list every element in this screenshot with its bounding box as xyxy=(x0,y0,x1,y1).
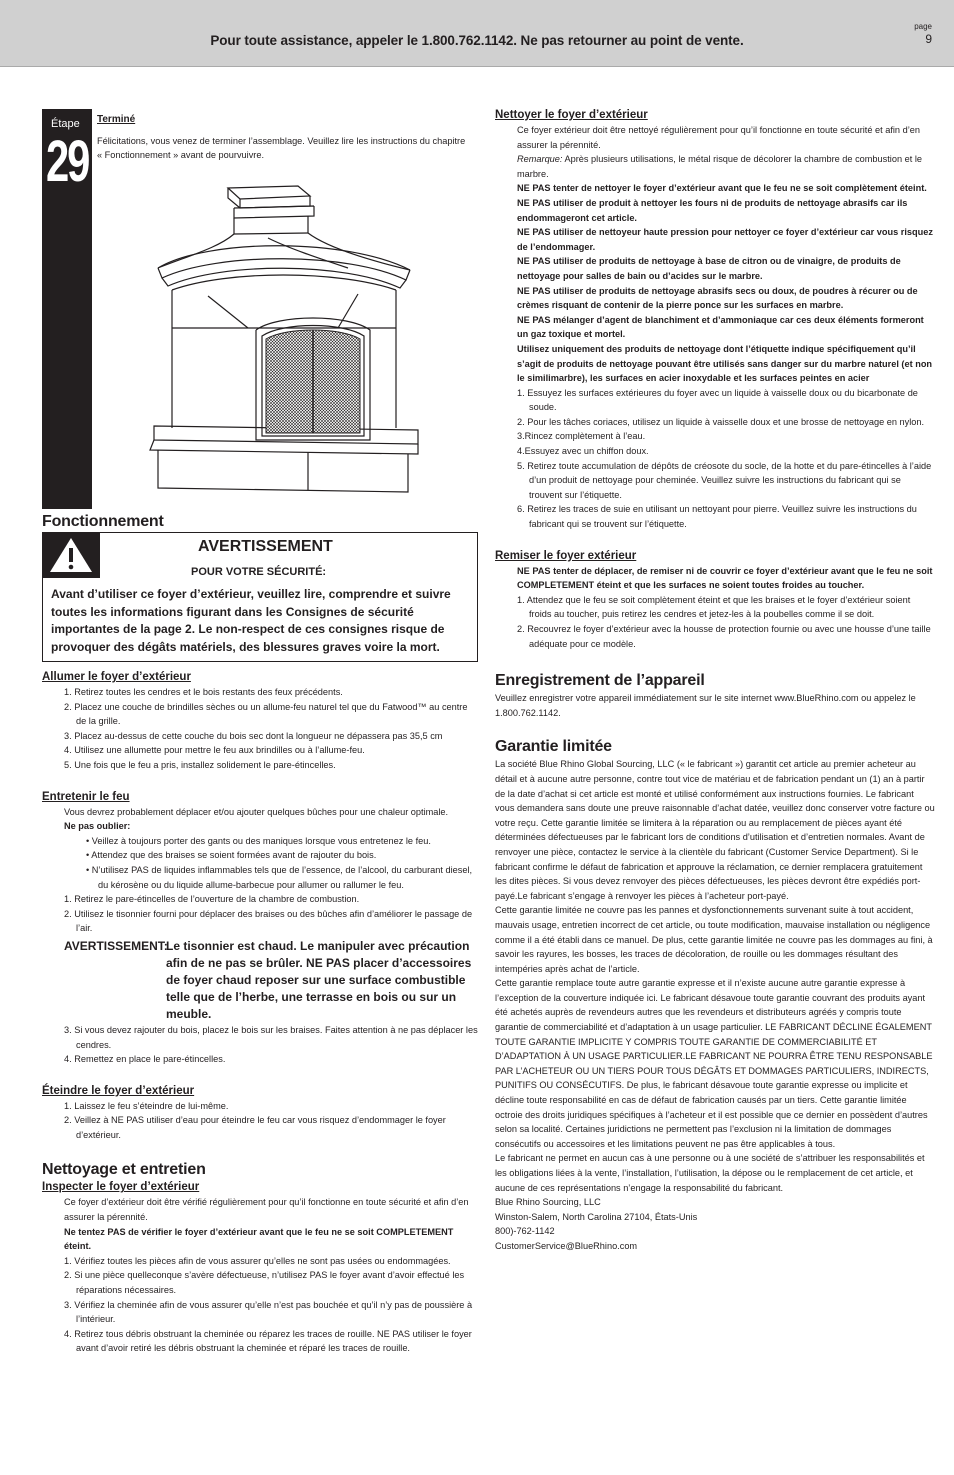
list-item: 1. Vérifiez toutes les pièces afin de vous assurer qu’elles ne sont pas usées ou endommagées. xyxy=(64,1255,451,1266)
nettoyer-bold: NE PAS utiliser de produit à nettoyer les fours ni de produits de nettoyage abrasifs car ils endommageront cet article. xyxy=(517,197,908,223)
tisonnier-warning xyxy=(64,938,478,1023)
enregistrement-title: Enregistrement de l’appareil xyxy=(495,672,705,690)
list-item: 1. Laissez le feu s’éteindre de lui-même. xyxy=(64,1100,229,1111)
remark-label: Remarque: xyxy=(517,154,563,165)
list-item: 4. Remettez en place le pare-étincelles. xyxy=(64,1054,226,1065)
enregistrement-text: Veuillez enregistrer votre appareil immédiatement sur le site internet www.BlueRhino.com ou appelez le 1.800.762.1142. xyxy=(495,693,916,718)
warning-box xyxy=(42,532,478,662)
entretenir-title: Entretenir le feu xyxy=(42,790,130,803)
list-item: 5. Une fois que le feu a pris, installez solidement le pare-étincelles. xyxy=(64,759,336,770)
fonctionnement-title: Fonctionnement xyxy=(42,513,164,530)
warning-icon xyxy=(42,532,100,578)
list-item: 6. Retirez les traces de suie en utilisant un nettoyant pour pierre. Veuillez suivre les instructions du fabricant qui se trouvent sur l’étiquette. xyxy=(517,504,917,530)
allumer-title: Allumer le foyer d’extérieur xyxy=(42,671,191,683)
page-number-value: 9 xyxy=(925,32,932,46)
header-title: Pour toute assistance, appeler le 1.800.762.1142. Ne pas retourner au point de vente. xyxy=(210,33,744,48)
list-item: 3. Vérifiez la cheminée afin de vous assurer qu’elle n’est pas bouchée et qu’il n’y pas de poussière à l’intérieur. xyxy=(64,1299,473,1325)
list-item: 3. Si vous devez rajouter du bois, placez le bois sur les braises. Faites attention à ne pas déplacer les cendres. xyxy=(64,1024,478,1050)
list-item: 4.Essuyez avec un chiffon doux. xyxy=(517,446,649,457)
list-item: • Veillez à toujours porter des gants ou des maniques lorsque vous entretenez le feu. xyxy=(86,835,431,846)
remiser-title: Remiser le foyer extérieur xyxy=(495,549,637,562)
list-item: 1. Retirez le pare-étincelles de l’ouverture de la chambre de combustion. xyxy=(64,894,360,905)
inspecter-intro: Ce foyer d’extérieur doit être vérifié régulièrement pour qu’il fonctionne en toute sécurité et afin d’en assurer la pérennité. xyxy=(64,1197,469,1223)
step-label: Étape xyxy=(51,118,80,130)
right-column xyxy=(495,108,935,1254)
tisonnier-warning-label: AVERTISSEMENT: xyxy=(64,938,168,953)
list-item: • Attendez que des braises se soient formées avant de rajouter du bois. xyxy=(86,850,377,861)
entretenir-intro: Vous devrez probablement déplacer et/ou ajouter quelques bûches pour une chaleur optimale. xyxy=(64,806,449,817)
fonctionnement-heading xyxy=(42,512,164,532)
inspecter-title: Inspecter le foyer d’extérieur xyxy=(42,1181,200,1194)
address-line: 800)-762-1142 xyxy=(495,1226,555,1237)
garantie-p2: Cette garantie limitée ne couvre pas les pannes et dysfonctionnements survenant suite à tout accident, mauvais usage, entretien incorrect de cet article, ou toute modification, mauvaise installation ou négligence comme il a été établi dans ce manuel. De plus, cette garantie limitée ne couvre pas les dommages au fini, à savoir les rayures, les bosses, les traces de décoloration, de rouille ou les dommages résultant des intempéries après achat de l’article. xyxy=(495,905,933,974)
step-text-block xyxy=(97,113,472,162)
allumer-list xyxy=(42,685,478,773)
address-line: Blue Rhino Sourcing, LLC xyxy=(495,1197,601,1208)
address-line: Winston-Salem, North Carolina 27104, États-Unis xyxy=(495,1211,698,1222)
step-number: 29 xyxy=(46,129,89,194)
nettoyer-bold: NE PAS tenter de nettoyer le foyer d’extérieur avant que le feu ne se soit complètement éteint. xyxy=(517,183,927,194)
address-line: CustomerService@BlueRhino.com xyxy=(495,1240,638,1251)
tisonnier-warning-text: Le tisonnier est chaud. Le manipuler avec précaution afin de ne pas se brûler. NE PAS placer d’accessoires de foyer chaud reposer sur une surface combustible telle que de l’herbe, une terrasse en bois ou sur un meuble. xyxy=(166,938,472,1021)
left-column xyxy=(42,670,478,1356)
list-item: 2. Recouvrez le foyer d’extérieur avec la housse de protection fournie ou avec une housse d’une taille adéquate pour ce modèle. xyxy=(517,624,931,649)
eteindre-title: Éteindre le foyer d’extérieur xyxy=(42,1084,195,1097)
nettoyer-remark xyxy=(517,152,935,181)
list-item: 2. Placez une couche de brindilles sèches ou un allume-feu naturel tel que du Fatwood™ au centre de la grille. xyxy=(64,701,468,727)
inspecter-bold: Ne tentez PAS de vérifier le foyer d’extérieur avant que le feu ne se soit COMPLETEMENT éteint. xyxy=(64,1226,454,1252)
nettoyer-bold: NE PAS mélanger d’agent de blanchiment et d’ammoniaque car ces deux éléments formeront un gaz toxique et mortel. xyxy=(517,314,924,340)
nettoyer-title: Nettoyer le foyer d’extérieur xyxy=(495,109,648,121)
remiser-bold: NE PAS tenter de déplacer, de remiser ni de couvrir ce foyer d’extérieur avant que le feu ne soit COMPLETEMENT éteint et que les surfaces ne soient toutes froides au toucher. xyxy=(517,565,933,591)
warning-subtitle: POUR VOTRE SÉCURITÉ: xyxy=(191,566,327,578)
remark-text: Après plusieurs utilisations, le métal risque de décolorer la chambre de combustion et le marbre. xyxy=(517,154,922,179)
entretenir-note: Ne pas oublier: xyxy=(64,821,131,832)
nettoyer-bold: NE PAS utiliser de produits de nettoyage à base de citron ou de vinaigre, de produits de nettoyage pour salles de bain ou d’acides sur le marbre. xyxy=(517,256,901,281)
step-text: Félicitations, vous venez de terminer l’assemblage. Veuillez lire les instructions du chapitre « Fonctionnement » avant de pourvuivre. xyxy=(97,135,466,160)
list-item: 3. Placez au-dessus de cette couche du bois sec dont la longueur ne dépassera pas 35,5 cm xyxy=(64,730,443,741)
warning-text: Avant d’utiliser ce foyer d’extérieur, veuillez lire, comprendre et suivre toutes les informations figurant dans les Consignes de sécurité importantes de la page 2. Le non-respect de ces consignes risque de provoquer des dégâts matériels, des blessures graves voire la mort. xyxy=(51,587,451,654)
list-item: 5. Retirez toute accumulation de dépôts de créosote du socle, de la hotte et du pare-étincelles à l’aide d’un produit de nettoyage pour cheminée. Veuillez suivre les instructions du fabricant qui se trouvent sur l’étiquette. xyxy=(517,460,932,500)
warning-title: AVERTISSEMENT xyxy=(198,538,333,555)
list-item: 2. Pour les tâches coriaces, utilisez un liquide à vaisselle doux et une brosse de nettoyage en nylon. xyxy=(517,416,925,427)
nettoyage-title: Nettoyage et entretien xyxy=(42,1161,206,1179)
list-item: 2. Si une pièce quelleconque s’avère défectueuse, n’utilisez PAS le foyer avant d’avoir effectué les réparations nécessaires. xyxy=(64,1270,465,1296)
fireplace-illustration xyxy=(148,178,423,498)
page-label: page xyxy=(914,22,932,31)
step-title: Terminé xyxy=(97,114,136,125)
list-item: 4. Utilisez une allumette pour mettre le feu aux brindilles ou à l’allume-feu. xyxy=(64,745,365,756)
garantie-p4: Le fabricant ne permet en aucun cas à une personne ou à une société de s’attribuer les responsabilités et les obligations liées à la vente, l’installation, l’utilisation, la dépose ou le remplacement de cet article, et aucune de ces représentations n’engage la responsabilité du fabricant. xyxy=(495,1153,925,1193)
list-item: 4. Retirez tous débris obstruant la cheminée ou réparez les traces de rouille. NE PAS utiliser le foyer avant d’avoir retiré les débris obstruant la cheminée et réparé les traces de rouille. xyxy=(64,1328,472,1354)
step-sidebar xyxy=(42,109,92,509)
list-item: 1. Attendez que le feu se soit complètement éteint et que les braises et le foyer d’extérieur soient froids au toucher, puis retirez les cendres et jetez-les à la poubelles comme il se doit. xyxy=(517,594,911,620)
page-header xyxy=(0,0,954,67)
nettoyer-bold: Utilisez uniquement des produits de nettoyage dont l’étiquette indique spécifiquement qu’il s’agit de produits de nettoyage pouvant être utilisés sans danger sur du marbre naturel (et non le similimarbre), les surfaces en acier inoxydable et les surfaces peintes en acier xyxy=(517,343,933,384)
nettoyer-bold: NE PAS utiliser de produits de nettoyage abrasifs secs ou doux, de poudres à récurer ou de crèmes risquant de contenir de la pierre ponce sur les surfaces en marbre. xyxy=(517,285,918,311)
list-item: 1. Retirez toutes les cendres et le bois restants des feux précédents. xyxy=(64,687,343,697)
nettoyer-bold: NE PAS utiliser de nettoyeur haute pression pour nettoyer ce foyer d’extérieur car vous risquez de l’endommager. xyxy=(517,227,933,252)
garantie-p1: La société Blue Rhino Global Sourcing, LLC (« le fabricant ») garantit cet article au premier acheteur au détail et à aucune autre personne, contre tout vice de matériau et de fabrication pendant un (1) an à partir de la date d’achat si cet article est monté et utilisé conformément aux instructions fournies. Le fabricant vous demandera sans doute une preuve raisonnable d’achat datée, veuillez donc conserver votre facture ou votre reçu. Cette garantie limitée se limitera à la réparation ou au remplacement de pièces ayant été déterminées défectueuses par le fabricant lors de conditions d’utilisation et d’entretien normales. Avant de renvoyer une pièce, contactez le service à la clientèle du fabricant (Customer Service Department). Si le fabricant confirme le défaut de fabrication et approuve la réclamation, ce dernier remplacera gratuitement les dites pièces. Si vous devez renvoyer des pièces défectueuses, les pièces devront être expédiés port-payé.Le fabricant s’engage à renvoyer les pièces à l’acheteur port-payé. xyxy=(495,759,935,901)
garantie-title: Garantie limitée xyxy=(495,738,612,756)
list-item: 3.Rincez complètement à l’eau. xyxy=(517,431,646,442)
list-item: 2. Veillez à NE PAS utiliser d’eau pour éteindre le feu car vous risquez d’endommager le foyer d’extérieur. xyxy=(64,1115,446,1140)
list-item: 2. Utilisez le tisonnier fourni pour déplacer des braises ou des bûches afin d’améliorer le passage de l’air. xyxy=(64,908,473,934)
nettoyer-intro: Ce foyer extérieur doit être nettoyé régulièrement pour qu’il fonctionne en toute sécurité et afin d’en assurer la pérennité. xyxy=(517,125,920,150)
garantie-p3: Cette garantie remplace toute autre garantie expresse et il n’existe aucune autre garantie expresse à l’exception de la couverture indiquée ici. Le fabricant désavoue toute garantie couvrant des produits ayant été achetés auprès de revendeurs autres que les revendeurs et distributeurs agréés y compris toute garantie de commerciabilité et d’adaptation à un usage particulier. LE FABRICANT DÉCLINE ÉGALEMENT TOUTE GARANTIE IMPLICITE Y COMPRIS TOUTE GARANTIE DE COMMERCIABILITÉ ET D’ADAPTATION À UN USAGE PARTICULIER.LE FABRICANT NE POURRA ÊTRE TENU RESPONSABLE PAR L’ACHETEUR OU UN TIERS POUR TOUS DÉGÂTS ET DOMMAGES PARTICULIERS, INDIRECTS, PUNITIFS OU CONSÉCUTIFS. De plus, le fabricant désavoue toute garantie expresse ou implicite et décline toute responsabilité en cas de défaut de fabrication causés par un tiers. Cette garantie limitée octroie des droits juridiques spécifiques à l’acheteur et il est possible que ce dernier en possèdent d’autres selon sa localité. Certaines juridictions ne permettent pas l’exclusion ni la limitation de dommages consécutifs ou accessoires et les limitations peuvent ne pas être applicables à tous. xyxy=(495,978,933,1149)
list-item: 1. Essuyez les surfaces extérieures du foyer avec un liquide à vaisselle doux ou du bicarbonate de soude. xyxy=(517,387,918,413)
list-item: • N’utilisez PAS de liquides inflammables tels que de l’essence, de l’alcool, du carburant diesel, du kérosène ou du liquide allume-barbecue pour allumer ou rallumer le feu. xyxy=(86,864,473,890)
page-number xyxy=(914,21,932,45)
